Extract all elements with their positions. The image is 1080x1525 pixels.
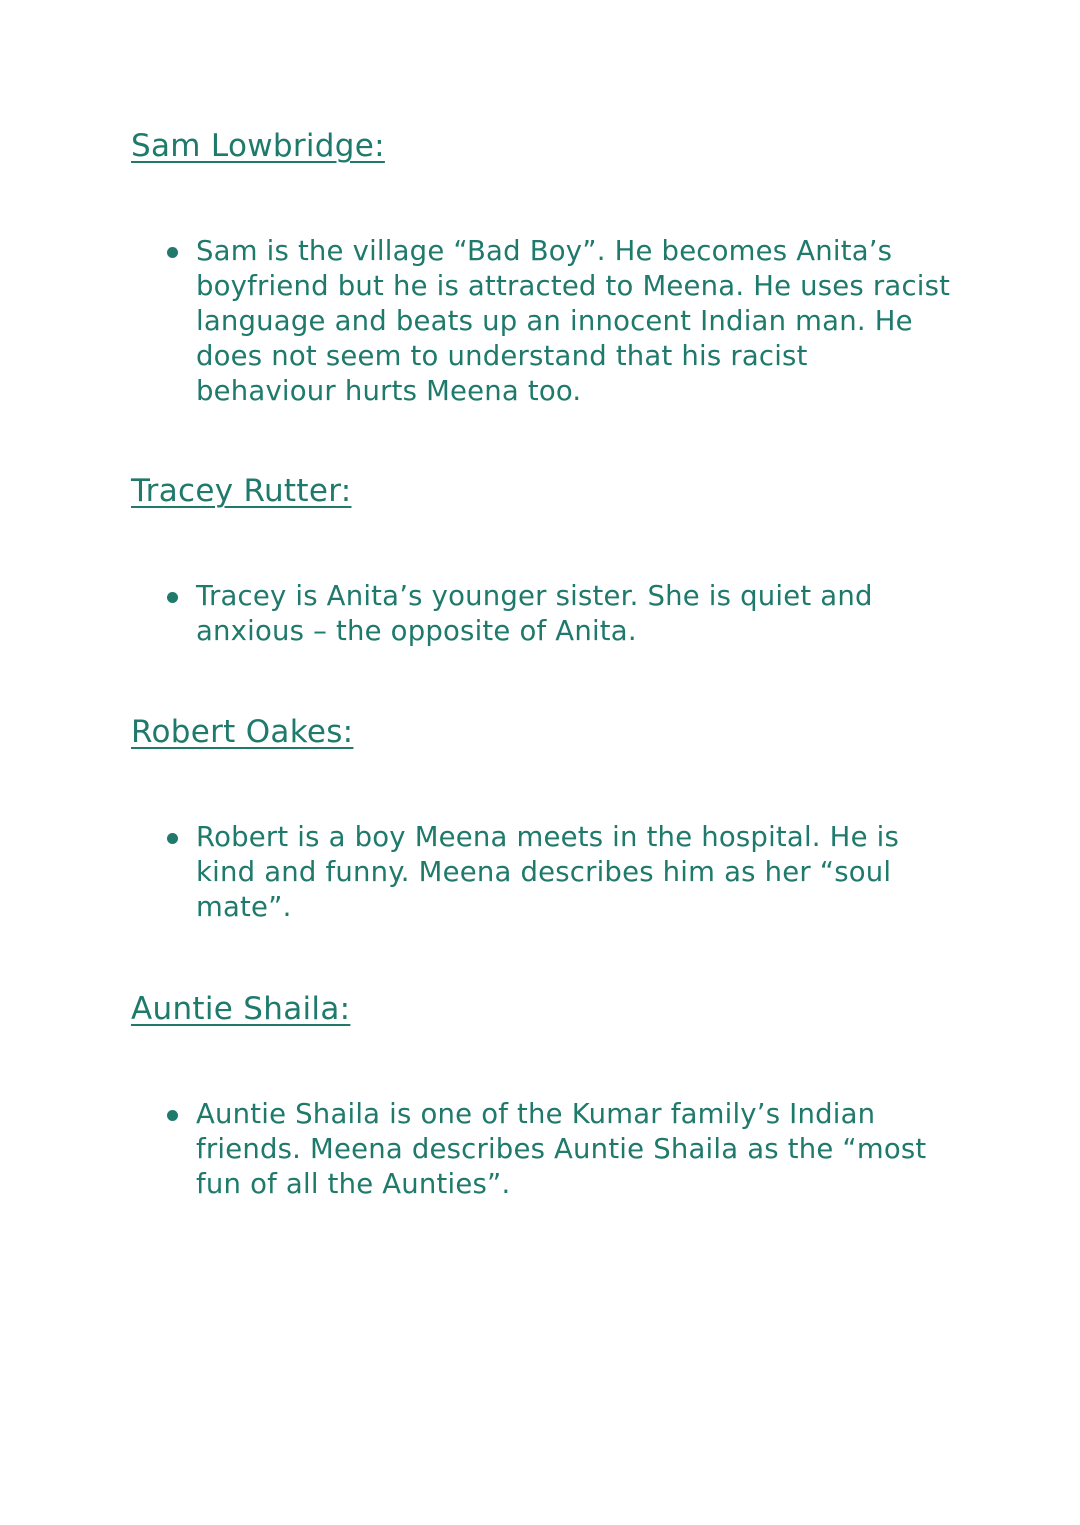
bullet-text: Tracey is Anita’s younger sister. She is quiet and anxious – the opposite of Anita.	[196, 580, 873, 647]
section-heading: Robert Oakes:	[131, 714, 354, 750]
bullet-list	[131, 234, 951, 409]
bullet-text: Sam is the village “Bad Boy”. He becomes Anita’s boyfriend but he is attracted to Meena. He uses racist language and beats up an innocent Indian man. He does not seem to understand that his racist behaviour hurts Meena too.	[196, 235, 951, 407]
bullet-list	[131, 579, 951, 649]
bullet-text: Robert is a boy Meena meets in the hospital. He is kind and funny. Meena describes him as her “soul mate”.	[196, 821, 899, 923]
bullet-icon	[167, 592, 178, 603]
bullet-list	[131, 1097, 951, 1202]
bullet-icon	[167, 1110, 178, 1121]
section-heading: Auntie Shaila:	[131, 991, 351, 1027]
list-item	[131, 234, 951, 409]
list-item	[131, 820, 951, 925]
bullet-list	[131, 820, 951, 925]
section-heading: Sam Lowbridge:	[131, 128, 385, 164]
bullet-icon	[167, 833, 178, 844]
list-item	[131, 1097, 951, 1202]
list-item	[131, 579, 951, 649]
character-section-tracey	[131, 471, 951, 647]
character-section-shaila	[131, 989, 951, 1200]
section-heading: Tracey Rutter:	[131, 473, 352, 509]
bullet-text: Auntie Shaila is one of the Kumar family’s Indian friends. Meena describes Auntie Shaila as the “most fun of all the Aunties”.	[196, 1098, 927, 1200]
character-section-robert	[131, 712, 951, 923]
character-section-sam	[131, 126, 951, 407]
bullet-icon	[167, 247, 178, 258]
